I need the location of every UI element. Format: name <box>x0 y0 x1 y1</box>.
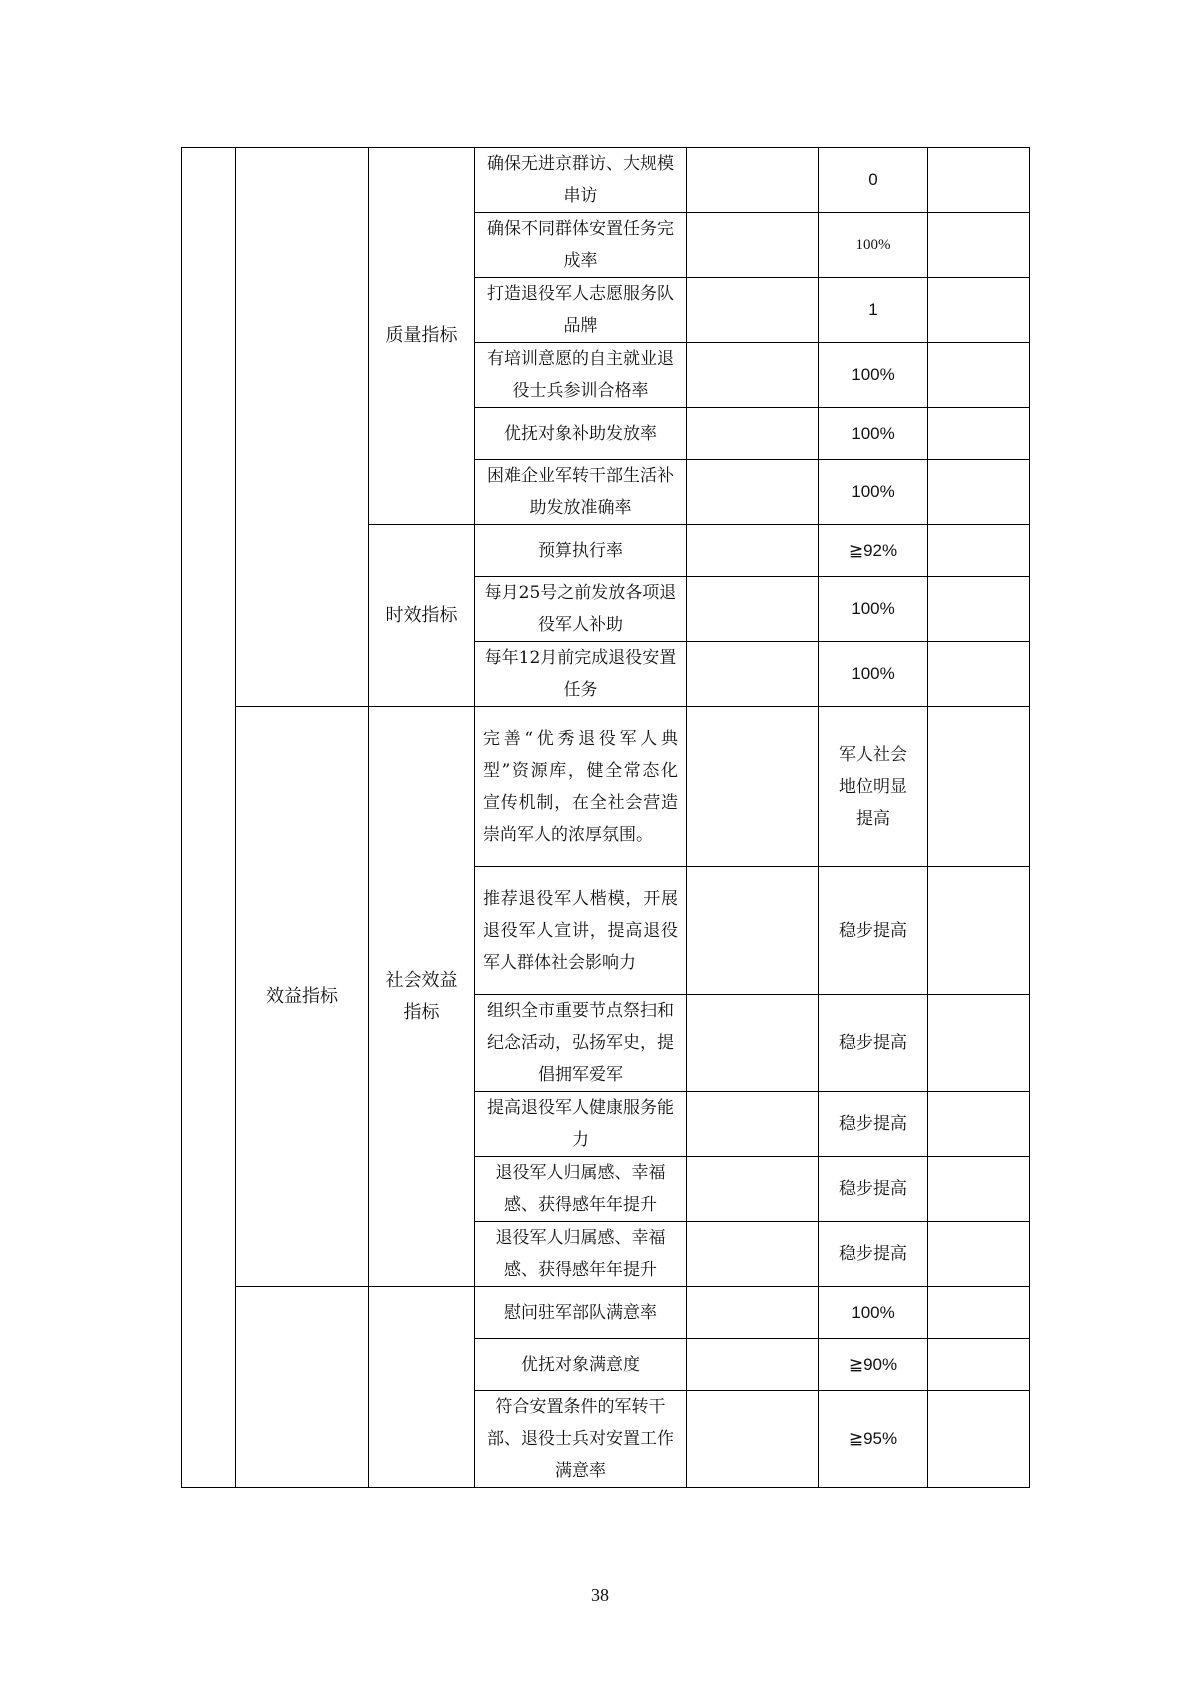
annual-target-cell <box>687 1157 819 1222</box>
target-value-cell: 稳步提高 <box>819 867 928 995</box>
indicator-cell: 确保无进京群访、大规模串访 <box>475 148 687 213</box>
table-row <box>182 148 1030 213</box>
target-value-cell: 100% <box>819 1287 928 1339</box>
target-value-cell: 100% <box>819 213 928 278</box>
target-value-cell: ≧90% <box>819 1339 928 1391</box>
target-value-cell: 100% <box>819 577 928 642</box>
indicator-cell: 完善“优秀退役军人典型”资源库，健全常态化宣传机制，在全社会营造崇尚军人的浓厚氛围。 <box>475 707 687 867</box>
level1-blank-cell <box>182 148 236 1488</box>
indicator-cell: 打造退役军人志愿服务队品牌 <box>475 278 687 343</box>
target-value-cell: 稳步提高 <box>819 1157 928 1222</box>
annual-target-cell <box>687 1391 819 1488</box>
target-value-cell: ≧92% <box>819 525 928 577</box>
performance-indicator-table <box>181 147 1030 1488</box>
annual-target-cell <box>687 1339 819 1391</box>
indicator-cell: 慰问驻军部队满意率 <box>475 1287 687 1339</box>
remark-cell <box>928 1222 1030 1287</box>
remark-cell <box>928 408 1030 460</box>
target-value-cell: 100% <box>819 343 928 408</box>
annual-target-cell <box>687 278 819 343</box>
remark-cell <box>928 278 1030 343</box>
remark-cell <box>928 577 1030 642</box>
target-value-cell: 稳步提高 <box>819 995 928 1092</box>
remark-cell <box>928 343 1030 408</box>
remark-cell <box>928 525 1030 577</box>
target-value-cell: 稳步提高 <box>819 1092 928 1157</box>
indicator-cell: 每月25号之前发放各项退役军人补助 <box>475 577 687 642</box>
target-value-cell: 稳步提高 <box>819 1222 928 1287</box>
annual-target-cell <box>687 1287 819 1339</box>
table-row <box>182 707 1030 867</box>
target-value-cell: 100% <box>819 460 928 525</box>
remark-cell <box>928 1157 1030 1222</box>
page-number: 38 <box>591 1585 609 1605</box>
indicator-cell: 困难企业军转干部生活补助发放准确率 <box>475 460 687 525</box>
annual-target-cell <box>687 1222 819 1287</box>
indicator-cell: 推荐退役军人楷模，开展退役军人宣讲，提高退役军人群体社会影响力 <box>475 867 687 995</box>
indicator-cell: 优抚对象满意度 <box>475 1339 687 1391</box>
annual-target-cell <box>687 707 819 867</box>
target-value-cell: ≧95% <box>819 1391 928 1488</box>
annual-target-cell <box>687 642 819 707</box>
annual-target-cell <box>687 343 819 408</box>
remark-cell <box>928 1287 1030 1339</box>
remark-cell <box>928 1092 1030 1157</box>
indicator-cell: 优抚对象补助发放率 <box>475 408 687 460</box>
target-value-cell: 100% <box>819 642 928 707</box>
category-time: 时效指标 <box>369 525 475 707</box>
indicator-cell: 每年12月前完成退役安置任务 <box>475 642 687 707</box>
target-value-cell: 100% <box>819 408 928 460</box>
remark-cell <box>928 642 1030 707</box>
target-value-cell: 1 <box>819 278 928 343</box>
annual-target-cell <box>687 1092 819 1157</box>
satisfaction-level1-blank-cell <box>236 1287 369 1488</box>
indicator-cell: 提高退役军人健康服务能力 <box>475 1092 687 1157</box>
remark-cell <box>928 1339 1030 1391</box>
remark-cell <box>928 867 1030 995</box>
table-row <box>182 1287 1030 1339</box>
remark-cell <box>928 707 1030 867</box>
remark-cell <box>928 148 1030 213</box>
annual-target-cell <box>687 148 819 213</box>
annual-target-cell <box>687 525 819 577</box>
target-value-cell: 0 <box>819 148 928 213</box>
annual-target-cell <box>687 577 819 642</box>
remark-cell <box>928 460 1030 525</box>
annual-target-cell <box>687 408 819 460</box>
indicator-cell: 组织全市重要节点祭扫和纪念活动，弘扬军史，提倡拥军爱军 <box>475 995 687 1092</box>
indicator-cell: 有培训意愿的自主就业退役士兵参训合格率 <box>475 343 687 408</box>
annual-target-cell <box>687 213 819 278</box>
remark-cell <box>928 213 1030 278</box>
satisfaction-level2-blank-cell <box>369 1287 475 1488</box>
annual-target-cell <box>687 995 819 1092</box>
indicator-cell: 确保不同群体安置任务完成率 <box>475 213 687 278</box>
indicator-cell: 退役军人归属感、幸福感、获得感年年提升 <box>475 1157 687 1222</box>
category-benefit: 效益指标 <box>236 707 369 1287</box>
category-quality: 质量指标 <box>369 148 475 525</box>
level1-continued-cell <box>236 148 369 707</box>
indicator-cell: 符合安置条件的军转干部、退役士兵对安置工作满意率 <box>475 1391 687 1488</box>
category-social-benefit: 社会效益指标 <box>369 707 475 1287</box>
target-value-cell: 军人社会地位明显提高 <box>819 707 928 867</box>
remark-cell <box>928 1391 1030 1488</box>
remark-cell <box>928 995 1030 1092</box>
indicator-cell: 预算执行率 <box>475 525 687 577</box>
indicator-cell: 退役军人归属感、幸福感、获得感年年提升 <box>475 1222 687 1287</box>
annual-target-cell <box>687 867 819 995</box>
annual-target-cell <box>687 460 819 525</box>
